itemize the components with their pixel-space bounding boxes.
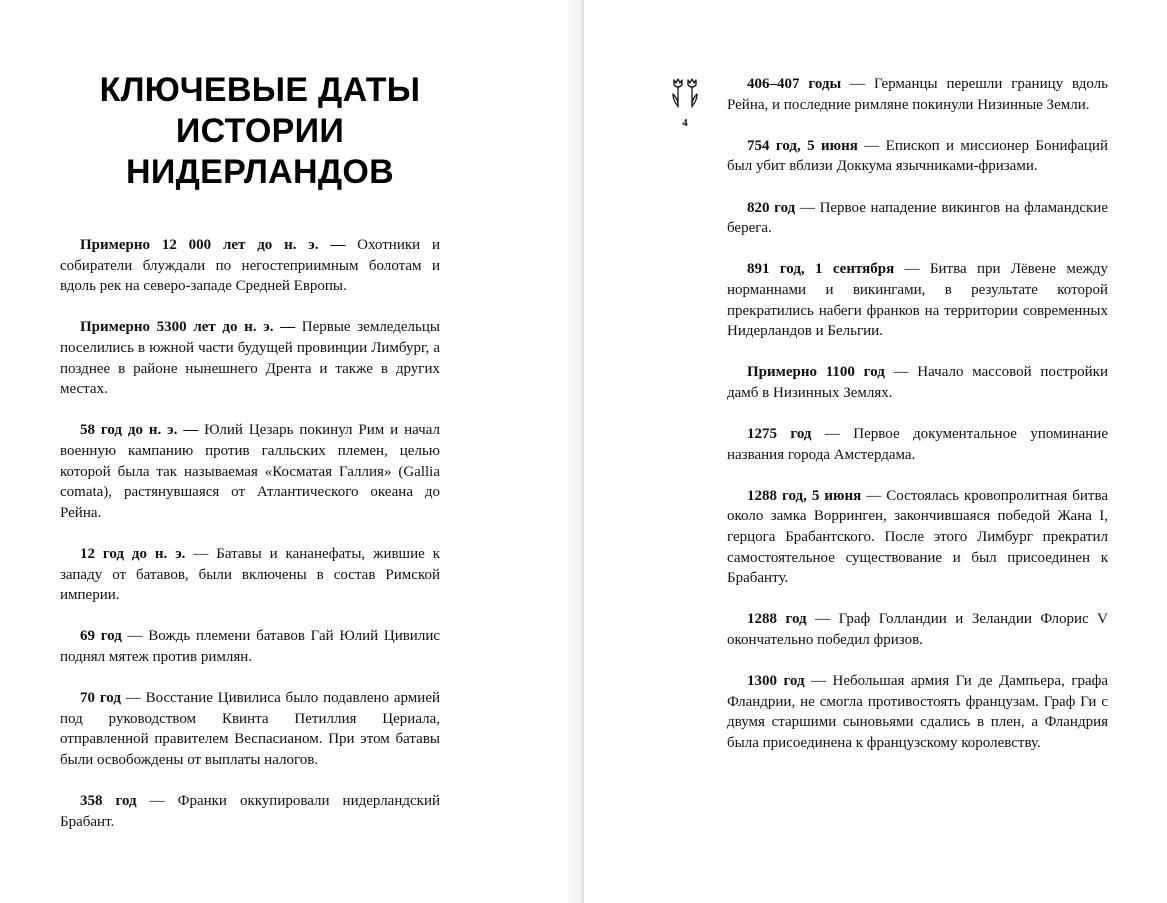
entry-text: Первые земледельцы поселились в южной части будущей провинции Лимбург, а позднее в районе нынешнего Дрента и также в других местах. bbox=[60, 319, 440, 398]
right-timeline bbox=[727, 74, 1108, 774]
timeline-entry bbox=[727, 362, 1108, 403]
entry-date: 1288 год bbox=[747, 611, 807, 628]
timeline-entry bbox=[727, 136, 1108, 177]
entry-text: Юлий Цезарь покинул Рим и начал военную кампанию против галльских племен, целью которой была так называемая «Косматая Галлия» (Gallia comata), растянувшаяся от Атлантического океана до Рейна. bbox=[60, 422, 440, 521]
timeline-entry bbox=[727, 259, 1108, 341]
entry-date: 69 год bbox=[80, 628, 122, 645]
entry-text: — Вождь племени батавов Гай Юлий Цивилис поднял мятеж против римлян. bbox=[60, 628, 440, 665]
entry-text: — Состоялась кровопролитная битва около замка Ворринген, закончившаяся победой Жана I, герцога Брабантского. После этого Лимбург прекратил самостоятельное существование и был присоединен к Брабанту. bbox=[727, 487, 1108, 587]
entry-date: 1288 год, 5 июня bbox=[747, 487, 862, 504]
entry-date: 754 год, 5 июня bbox=[747, 137, 858, 154]
timeline-entry bbox=[727, 609, 1108, 650]
page-ornament bbox=[670, 76, 700, 130]
timeline-entry bbox=[727, 486, 1108, 589]
left-timeline bbox=[60, 235, 440, 853]
entry-text: — Первое документальное упоминание названия города Амстердама. bbox=[727, 426, 1108, 463]
entry-date: 358 год bbox=[80, 793, 137, 810]
entry-date: 12 год до н. э. bbox=[80, 545, 186, 562]
timeline-entry bbox=[727, 198, 1108, 239]
entry-date: 820 год bbox=[747, 199, 796, 216]
tulips-icon bbox=[670, 76, 700, 110]
left-page bbox=[0, 0, 580, 903]
timeline-entry bbox=[60, 317, 440, 399]
entry-text: Охотники и собиратели блуждали по негостеприимным болотам и вдоль рек на северо-западе Средней Европы. bbox=[60, 237, 440, 295]
timeline-entry bbox=[60, 420, 440, 523]
entry-text: — Первое нападение викингов на фламандские берега. bbox=[727, 199, 1108, 237]
entry-text: — Восстание Цивилиса было подавлено армией под руководством Квинта Петиллия Цериала, отправленной правителем Веспасианом. При этом батавы были освобождены от выплаты налогов. bbox=[60, 690, 441, 768]
entry-text: — Начало массовой постройки дамб в Низинных Землях. bbox=[727, 364, 1108, 401]
page-number: 4 bbox=[682, 117, 688, 129]
chapter-title: КЛЮЧЕВЫЕ ДАТЫ ИСТОРИИ НИДЕРЛАНДОВ bbox=[99, 71, 421, 191]
timeline-entry bbox=[60, 544, 440, 606]
entry-date: 1300 год bbox=[747, 673, 805, 690]
entry-text: — Франки оккупировали нидерландский Брабант. bbox=[60, 793, 440, 830]
timeline-entry bbox=[727, 671, 1108, 753]
entry-text: — Граф Голландии и Зеландии Флорис V окончательно победил фризов. bbox=[727, 611, 1109, 649]
entry-text: — Батавы и кананефаты, жившие к западу от батавов, были включены в состав Римской империи. bbox=[60, 545, 440, 604]
entry-date: 58 год до н. э. — bbox=[80, 422, 199, 439]
entry-date: 70 год bbox=[80, 690, 121, 707]
timeline-entry bbox=[727, 424, 1108, 465]
entry-text: — Германцы перешли границу вдоль Рейна, и последние римляне покинули Низинные Земли. bbox=[727, 76, 1108, 113]
entry-text: — Епископ и миссионер Бонифаций был убит вблизи Доккума язычниками-фризами. bbox=[727, 137, 1108, 175]
right-page bbox=[584, 0, 1167, 903]
entry-date: Примерно 12 000 лет до н. э. — bbox=[80, 237, 346, 253]
entry-text: — Битва при Лёвене между норманнами и викингами, в результате которой прекратились набеги франков на территории современных Нидерландов и Бельгии. bbox=[727, 261, 1109, 340]
entry-date: 891 год, 1 сентября bbox=[747, 261, 895, 278]
entry-text: — Небольшая армия Ги де Дампьера, графа Фландрии, не смогла противостоять французам. Граф Ги с двумя старшими сыновьями сдались в плен, а Фландрия была присоединена к французскому королевству. bbox=[727, 673, 1109, 751]
timeline-entry bbox=[60, 626, 440, 667]
entry-date: Примерно 1100 год bbox=[747, 364, 885, 381]
entry-date: 1275 год bbox=[747, 426, 812, 443]
timeline-entry bbox=[60, 235, 440, 297]
timeline-entry bbox=[727, 74, 1108, 115]
timeline-entry bbox=[60, 791, 440, 832]
timeline-entry bbox=[60, 688, 440, 770]
entry-date: 406–407 годы bbox=[747, 76, 842, 92]
entry-date: Примерно 5300 лет до н. э. — bbox=[80, 319, 296, 336]
